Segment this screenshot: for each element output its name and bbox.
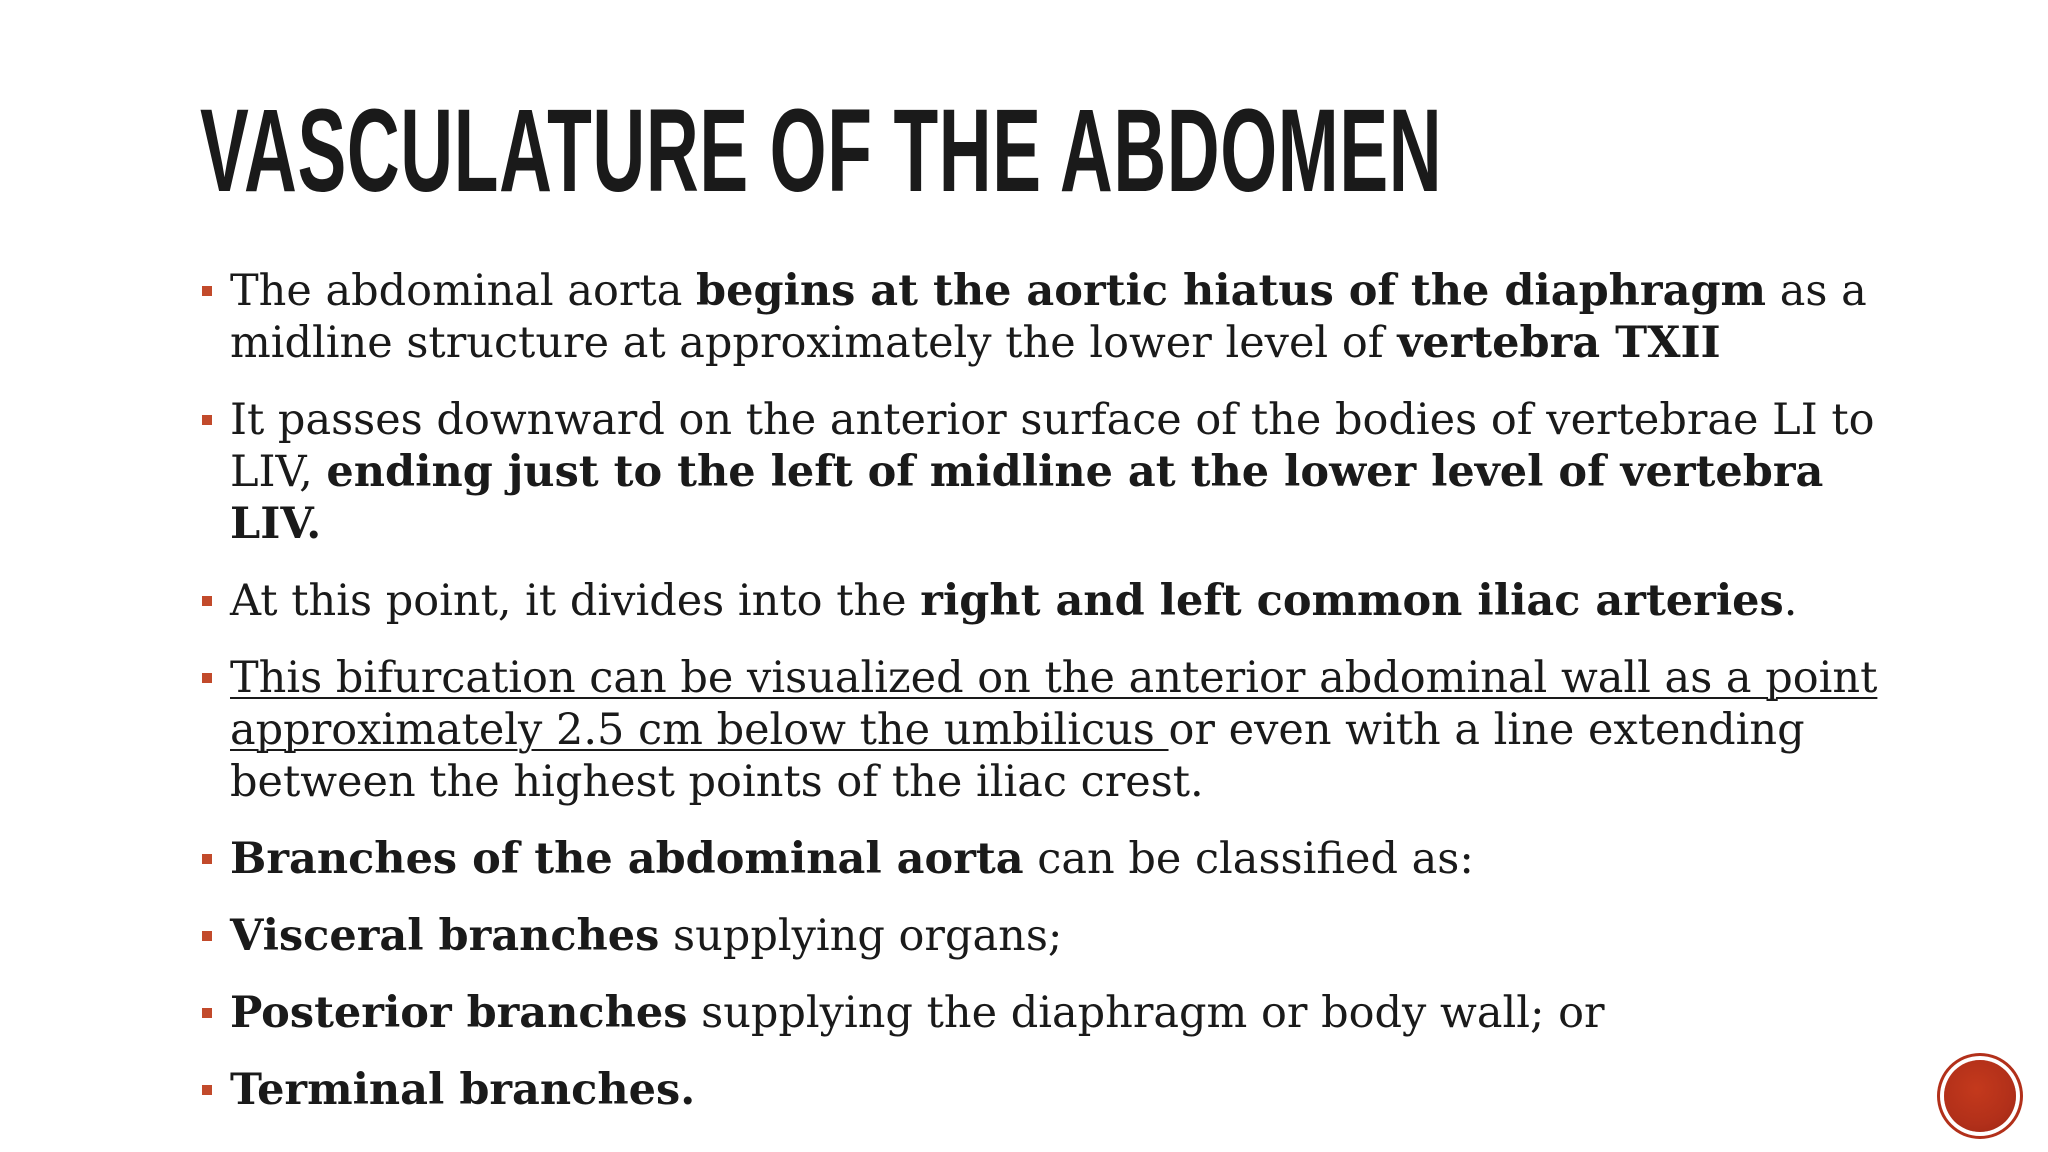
bullet-text-run: Branches of the abdominal aorta xyxy=(230,834,1024,884)
bullet-text-run: supplying the diaphragm or body wall; or xyxy=(687,988,1605,1038)
bullet-item xyxy=(200,575,1880,627)
bullet-text-run: supplying organs; xyxy=(659,911,1063,961)
bullet-item xyxy=(200,910,1880,962)
bullet-text-run: The abdominal aorta xyxy=(230,266,697,316)
bullet-text-run: right and left common iliac arteries xyxy=(920,576,1784,626)
bullet-text-run: Terminal branches. xyxy=(230,1065,696,1115)
bullet-text-run: Visceral branches xyxy=(230,911,660,961)
bullet-item xyxy=(200,1064,1880,1116)
bullet-text-run: It passes downward on the anterior surface of the bodies of vertebrae LI to LIV, xyxy=(230,395,1875,497)
bullet-text-run: At this point, it divides into the xyxy=(230,576,921,626)
bullet-text-run: can be classified as: xyxy=(1023,834,1474,884)
bullet-text-run: . xyxy=(1783,576,1798,626)
bullet-text-run: begins at the aortic hiatus of the diaphragm xyxy=(696,266,1767,316)
slide-title: VASCULATURE OF THE ABDOMEN xyxy=(200,85,1443,217)
bullet-text-run: vertebra TXII xyxy=(1397,318,1721,368)
bullet-text-run: as a midline structure at approximately the lower level of xyxy=(230,266,1867,368)
slide-nav-circle-icon[interactable] xyxy=(1944,1060,2016,1132)
bullet-item xyxy=(200,987,1880,1039)
bullet-item xyxy=(200,394,1880,550)
bullet-text-run: Posterior branches xyxy=(230,988,688,1038)
bullet-item xyxy=(200,652,1880,808)
bullet-text-run: ending just to the left of midline at the lower level of vertebra LIV. xyxy=(230,447,1824,549)
bullet-item xyxy=(200,265,1880,369)
bullet-list xyxy=(200,265,1880,1141)
bullet-text-run: or even with a line extending between the highest points of the iliac crest. xyxy=(230,705,1805,807)
bullet-item xyxy=(200,833,1880,885)
bullet-text-run: This bifurcation can be visualized on the anterior abdominal wall as a point approximately 2.5 cm below the umbilicus xyxy=(230,653,1878,755)
